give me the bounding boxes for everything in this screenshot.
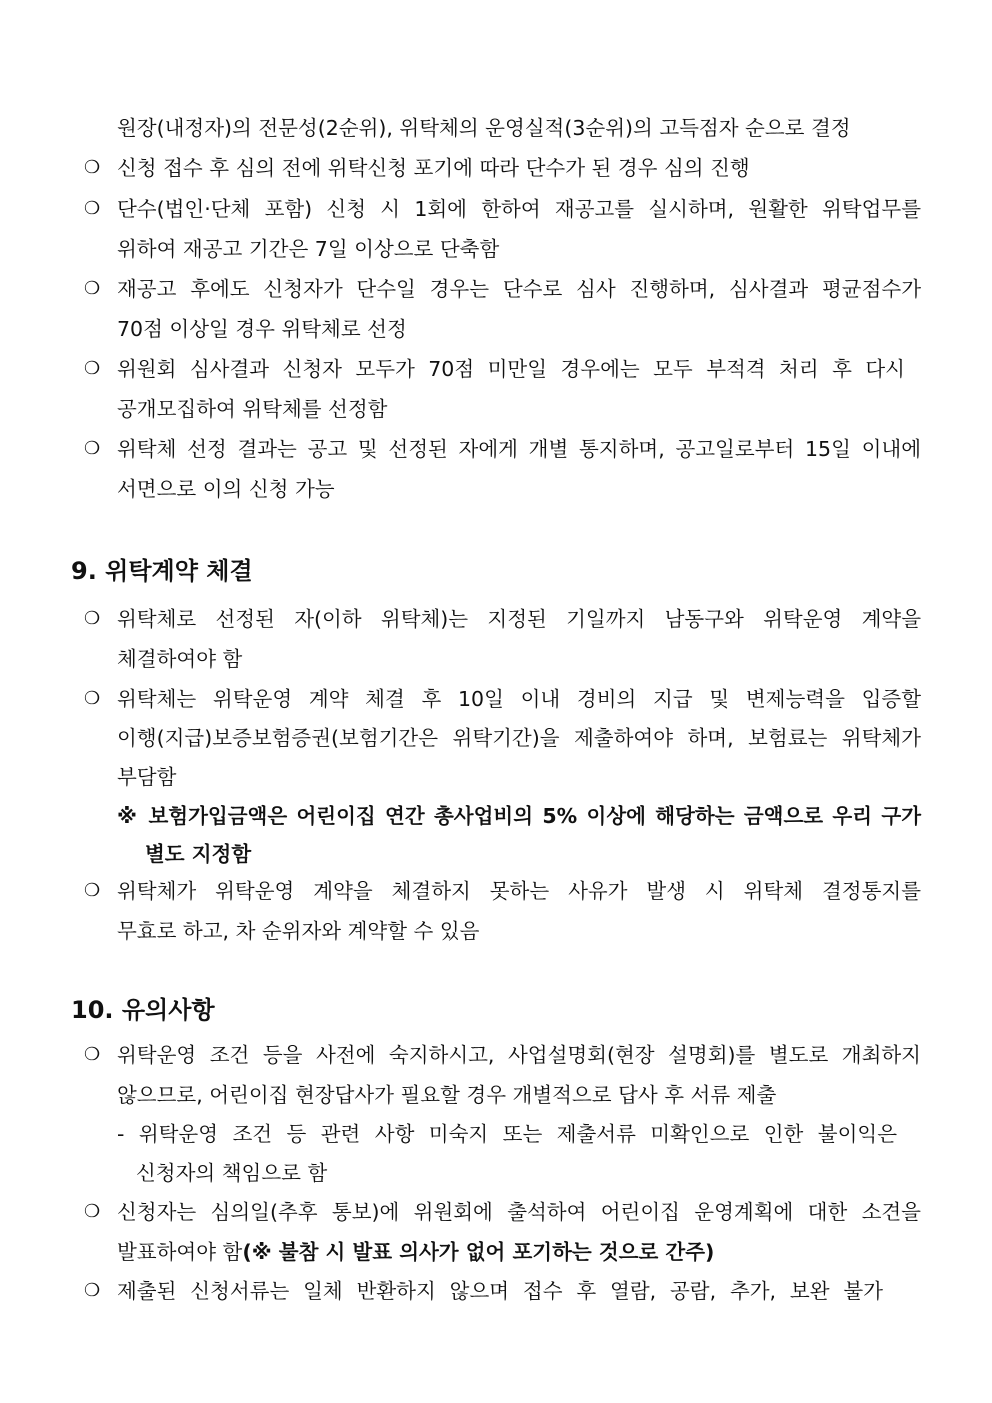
text-line: 단수(법인·단체 포함) 신청 시 1회에 한하여 재공고를 실시하며, 원활한 위탁업무를 <box>117 197 921 221</box>
text-line <box>117 1239 714 1265</box>
text-line: 신청 접수 후 심의 전에 위탁신청 포기에 따라 단수가 된 경우 심의 진행 <box>117 156 750 180</box>
bullet-circle-icon: ❍ <box>84 157 101 178</box>
bullet-circle-icon: ❍ <box>84 278 101 299</box>
section-heading: 10. 유의사항 <box>71 996 215 1024</box>
bullet-circle-icon: ❍ <box>84 1044 101 1065</box>
text-line: 위탁체로 선정된 자(이하 위탁체)는 지정된 기일까지 남동구와 위탁운영 계약을 <box>117 607 921 631</box>
text-line: 위탁체는 위탁운영 계약 체결 후 10일 이내 경비의 지급 및 변제능력을 입증할 <box>117 687 921 711</box>
text-line: 서면으로 이의 신청 가능 <box>117 477 335 501</box>
sub-item-line: - 위탁운영 조건 등 관련 사항 미숙지 또는 제출서류 미확인으로 인한 불이익은 <box>117 1122 897 1146</box>
bullet-circle-icon: ❍ <box>84 358 101 379</box>
text-line: 제출된 신청서류는 일체 반환하지 않으며 접수 후 열람, 공람, 추가, 보완 불가 <box>117 1279 883 1303</box>
text-line: 이행(지급)보증보험증권(보험기간은 위탁기간)을 제출하여야 하며, 보험료는 위탁체가 <box>117 726 921 750</box>
text-line: 위하여 재공고 기간은 7일 이상으로 단축함 <box>117 237 500 261</box>
text-line: 신청자는 심의일(추후 통보)에 위원회에 출석하여 어린이집 운영계획에 대한 소견을 <box>117 1200 921 1224</box>
text-line: 무효로 하고, 차 순위자와 계약할 수 있음 <box>117 919 480 943</box>
section-heading: 9. 위탁계약 체결 <box>71 557 253 585</box>
bullet-circle-icon: ❍ <box>84 880 101 901</box>
text-line: 체결하여야 함 <box>117 647 243 671</box>
bullet-circle-icon: ❍ <box>84 608 101 629</box>
bullet-circle-icon: ❍ <box>84 198 101 219</box>
bullet-circle-icon: ❍ <box>84 1280 101 1301</box>
note-line: ※ 보험가입금액은 어린이집 연간 총사업비의 5% 이상에 해당하는 금액으로 우리 구가 <box>117 804 921 828</box>
text-line: 위탁운영 조건 등을 사전에 숙지하시고, 사업설명회(현장 설명회)를 별도로 개최하지 <box>117 1043 921 1067</box>
bullet-circle-icon: ❍ <box>84 1201 101 1222</box>
text-line: 원장(내정자)의 전문성(2순위), 위탁체의 운영실적(3순위)의 고득점자 순으로 결정 <box>117 116 851 140</box>
text-line: 70점 이상일 경우 위탁체로 선정 <box>117 317 407 341</box>
text-line: 재공고 후에도 신청자가 단수일 경우는 단수로 심사 진행하며, 심사결과 평균점수가 <box>117 277 921 301</box>
bullet-circle-icon: ❍ <box>84 688 101 709</box>
text-line: 위원회 심사결과 신청자 모두가 70점 미만일 경우에는 모두 부적격 처리 후 다시 <box>117 357 905 381</box>
note-line: 별도 지정함 <box>145 842 252 866</box>
bullet-circle-icon: ❍ <box>84 438 101 459</box>
bold-note: (※ 불참 시 발표 의사가 없어 포기하는 것으로 간주) <box>242 1240 715 1264</box>
text-line: 공개모집하여 위탁체를 선정함 <box>117 397 388 421</box>
text-line: 위탁체 선정 결과는 공고 및 선정된 자에게 개별 통지하며, 공고일로부터 15일 이내에 <box>117 437 921 461</box>
text-line: 부담함 <box>117 765 177 789</box>
text-line: 위탁체가 위탁운영 계약을 체결하지 못하는 사유가 발생 시 위탁체 결정통지를 <box>117 879 921 903</box>
text-line: 않으므로, 어린이집 현장답사가 필요할 경우 개별적으로 답사 후 서류 제출 <box>117 1083 777 1107</box>
text-run: 발표하여야 함 <box>117 1240 243 1264</box>
sub-item-line: 신청자의 책임으로 함 <box>136 1161 328 1185</box>
